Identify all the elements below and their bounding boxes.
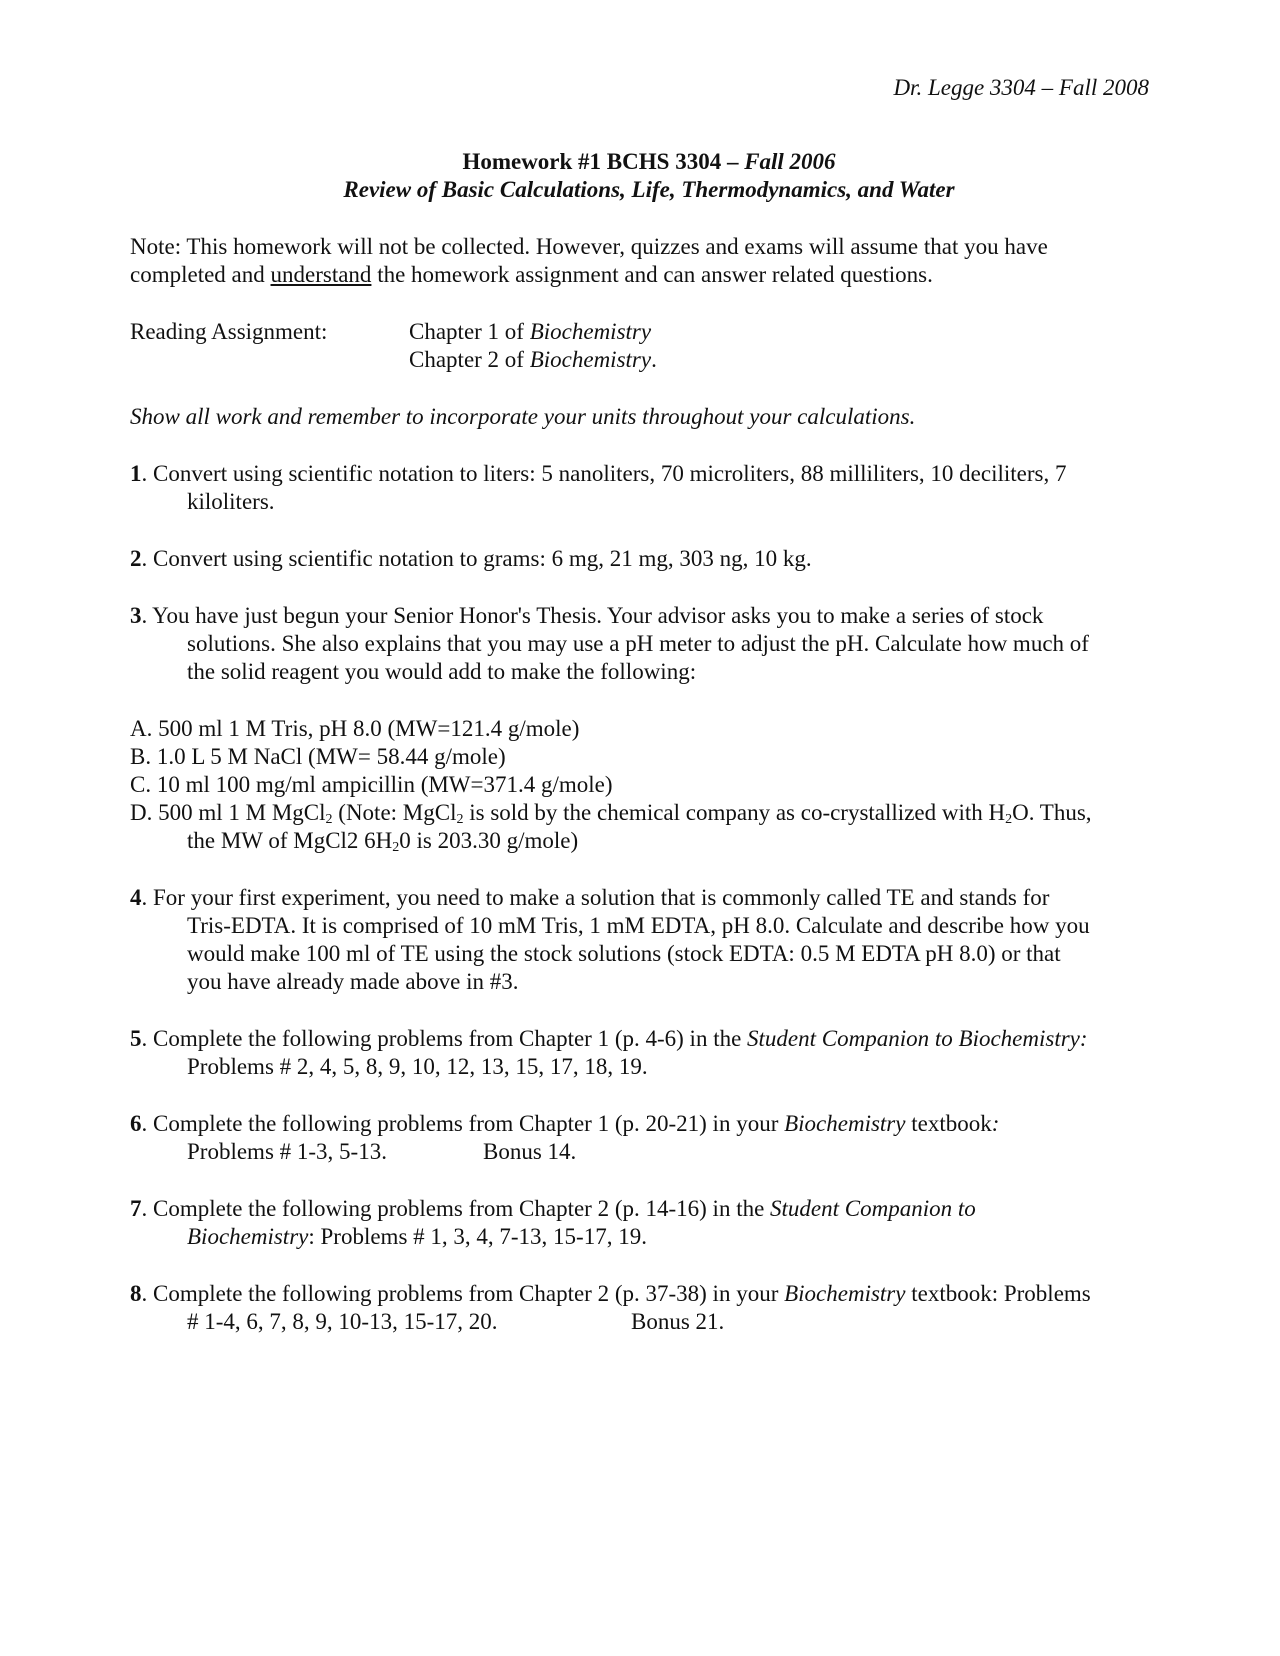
question-1-cont: kiloliters. (187, 489, 275, 514)
homework-title (0, 148, 1280, 176)
part-d-cont-b: 0 is 203.30 g/mole) (399, 828, 579, 853)
question-7-number: 7 (130, 1196, 142, 1221)
reading-ch1-book: Biochemistry (529, 319, 652, 344)
question-5-number: 5 (130, 1026, 142, 1051)
question-6-cont: Problems # 1-3, 5-13. (187, 1139, 387, 1164)
reading-ch2-text: Chapter 2 of (409, 347, 524, 372)
question-5-book: Student Companion to Biochemistry: (747, 1026, 1088, 1051)
question-3-cont-1: solutions. She also explains that you may use a pH meter to adjust the pH. Calculate how much of (187, 631, 1089, 656)
subscript: 2 (325, 812, 333, 827)
question-4-cont-1: Tris-EDTA. It is comprised of 10 mM Tris, 1 mM EDTA, pH 8.0. Calculate and describe how you (187, 913, 1090, 938)
note-text-a: completed and (130, 262, 265, 287)
question-2-number: 2 (130, 546, 142, 571)
question-2-text: . Convert using scientific notation to grams: 6 mg, 21 mg, 303 ng, 10 kg. (141, 546, 812, 571)
reading-ch2-book: Biochemistry (529, 347, 652, 372)
part-d-text-a: D. 500 ml 1 M MgCl (130, 800, 326, 825)
part-c: C. 10 ml 100 mg/ml ampicillin (MW=371.4 g/mole) (130, 772, 613, 797)
question-7-book: Student Companion to (770, 1196, 976, 1221)
part-d (130, 799, 1092, 827)
part-d-text-c: is sold by the chemical company as co-crystallized with H (463, 800, 1006, 825)
question-8-text: . Complete the following problems from Chapter 2 (p. 37-38) in your (141, 1281, 779, 1306)
question-6-text-b: textbook (911, 1111, 992, 1136)
question-7-text: . Complete the following problems from Chapter 2 (p. 14-16) in the (141, 1196, 765, 1221)
question-4-number: 4 (130, 885, 142, 910)
question-5 (130, 1025, 1088, 1053)
instruction-text: Show all work and remember to incorporate your units throughout your calculations. (130, 404, 916, 429)
note-text-b: the homework assignment and can answer related questions. (377, 262, 933, 287)
question-8-bonus: Bonus 21. (631, 1309, 725, 1334)
part-a: A. 500 ml 1 M Tris, pH 8.0 (MW=121.4 g/mole) (130, 716, 580, 741)
subscript: 2 (392, 840, 400, 855)
reading-label: Reading Assignment: (130, 319, 328, 344)
note-line-1: Note: This homework will not be collected. However, quizzes and exams will assume that you have (130, 234, 1048, 259)
note-emphasis: understand (270, 262, 372, 287)
part-d-cont-a: the MW of MgCl2 6H (187, 828, 393, 853)
question-6-number: 6 (130, 1111, 142, 1136)
question-6-book: Biochemistry (784, 1111, 906, 1136)
question-3 (130, 602, 1043, 630)
question-5-text: . Complete the following problems from Chapter 1 (p. 4-6) in the (141, 1026, 742, 1051)
reading-chapter-2 (409, 346, 657, 374)
question-3-cont-2: the solid reagent you would add to make the following: (187, 659, 697, 684)
question-7 (130, 1195, 976, 1223)
question-8 (130, 1280, 1091, 1308)
title-term: Fall 2006 (744, 149, 836, 174)
question-1-text: . Convert using scientific notation to liters: 5 nanoliters, 70 microliters, 88 milliliters, 10 deciliters, 7 (141, 461, 1067, 486)
question-4 (130, 884, 1049, 912)
reading-ch1-text: Chapter 1 of (409, 319, 524, 344)
question-4-cont-2: would make 100 ml of TE using the stock solutions (stock EDTA: 0.5 M EDTA pH 8.0) or that (187, 941, 1061, 966)
question-1 (130, 460, 1066, 488)
question-5-cont: Problems # 2, 4, 5, 8, 9, 10, 12, 13, 15, 17, 18, 19. (187, 1054, 648, 1079)
question-6 (130, 1110, 999, 1138)
question-3-number: 3 (130, 603, 142, 628)
question-8-text-b: textbook: Problems (911, 1281, 1091, 1306)
subscript: 2 (1005, 812, 1013, 827)
question-7-book-cont: Biochemistry (187, 1224, 309, 1249)
part-b: B. 1.0 L 5 M NaCl (MW= 58.44 g/mole) (130, 744, 506, 769)
question-7-problems: : Problems # 1, 3, 4, 7-13, 15-17, 19. (308, 1224, 647, 1249)
reading-chapter-1 (409, 318, 651, 346)
part-d-text-b: (Note: MgCl (332, 800, 457, 825)
question-4-cont-3: you have already made above in #3. (187, 969, 519, 994)
question-3-text: . You have just begun your Senior Honor's Thesis. Your advisor asks you to make a series of stock (141, 603, 1044, 628)
question-4-text: . For your first experiment, you need to make a solution that is commonly called TE and stands for (141, 885, 1050, 910)
question-7-cont (187, 1223, 647, 1251)
question-6-text: . Complete the following problems from Chapter 1 (p. 20-21) in your (141, 1111, 779, 1136)
question-8-cont: # 1-4, 6, 7, 8, 9, 10-13, 15-17, 20. (187, 1309, 498, 1334)
note-line-2 (130, 261, 933, 289)
question-6-colon: : (991, 1111, 1000, 1136)
part-d-cont (187, 827, 578, 855)
question-1-number: 1 (130, 461, 142, 486)
title-course: Homework #1 BCHS 3304 – (462, 149, 739, 174)
instructor-header: Dr. Legge 3304 – Fall 2008 (893, 75, 1149, 100)
question-2 (130, 545, 812, 573)
part-d-text-d: O. Thus, (1012, 800, 1092, 825)
reading-ch2-period: . (651, 347, 657, 372)
homework-subtitle: Review of Basic Calculations, Life, Thermodynamics, and Water (343, 177, 955, 202)
question-8-book: Biochemistry (784, 1281, 906, 1306)
question-8-number: 8 (130, 1281, 142, 1306)
question-6-bonus: Bonus 14. (483, 1139, 577, 1164)
subscript: 2 (456, 812, 464, 827)
